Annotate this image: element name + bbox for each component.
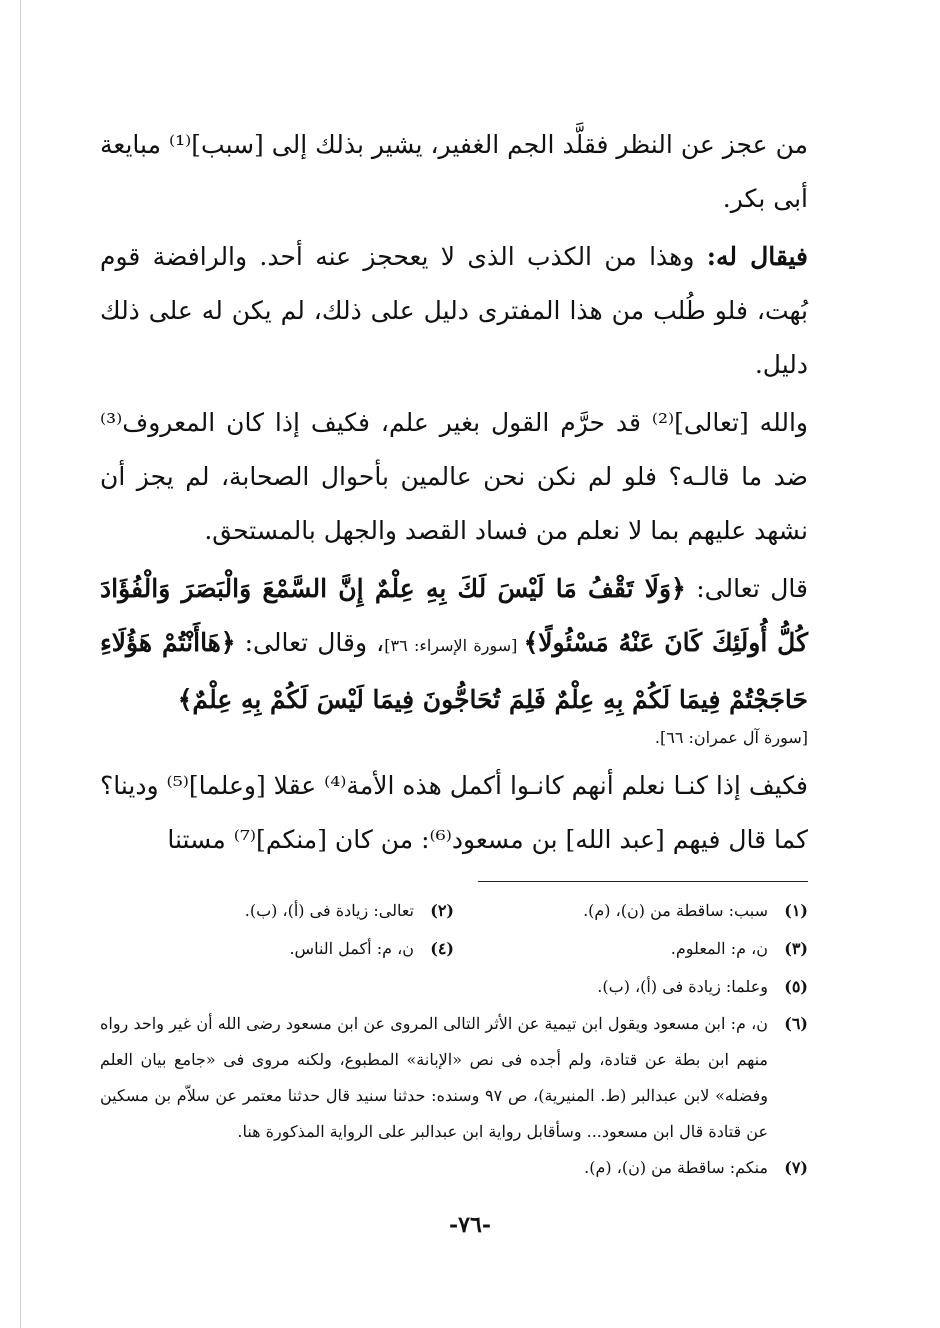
- paragraph-4-connector: ، وقال تعالى:: [235, 628, 385, 657]
- quran-verse-1: ﴿وَلَا تَقْفُ مَا لَيْسَ لَكَ بِهِ عِلْمٌ إِنَّ السَّمْعَ وَالْبَصَرَ وَالْفُؤَادَ كُلُّ أُولَئِكَ كَانَ عَنْهُ مَسْئُولًا﴾: [100, 574, 808, 657]
- page-number: -٧٦-: [449, 1212, 491, 1238]
- footnote-number: (٦): [784, 1014, 808, 1033]
- footnote-text: منكم: ساقطة من (ن)، (م).: [584, 1158, 768, 1177]
- footnote-row: [100, 968, 808, 1006]
- paragraph-5: [100, 759, 808, 867]
- footnote-4: [100, 930, 454, 968]
- paragraph-3: [100, 396, 808, 558]
- footnote-text: وعلما: زيادة فى (أ)، (ب).: [597, 977, 768, 996]
- footnote-number: (١): [784, 901, 808, 920]
- footnote-text: ن، م: المعلوم.: [670, 939, 768, 958]
- paragraph-3-text: والله [تعالى]⁽²⁾ قد حرَّم القول بغير علم، فكيف إذا كان المعروف⁽³⁾ ضد ما قالـه؟ فلو لم نكن نحن عالمين بأحوال الصحابة، لم يجز أن نشهد عليهم بما لا نعلم من فساد القصد والجهل بالمستحق.: [100, 408, 809, 545]
- paragraph-2-text: وهذا من الكذب الذى لا يعحجز عنه أحد. والرافضة قوم بُهت، فلو طُلب من هذا المفترى دليل على ذلك، لم يكن له على ذلك دليل.: [100, 242, 808, 379]
- paragraph-4-intro: قال تعالى:: [685, 574, 809, 603]
- footnote-7: [100, 1150, 808, 1186]
- footnote-text: تعالى: زيادة فى (أ)، (ب).: [244, 901, 414, 920]
- footnote-3: [454, 930, 808, 968]
- footnote-number: (٣): [784, 939, 808, 958]
- footnote-row: [100, 892, 808, 930]
- footnote-number: (٤): [430, 939, 454, 958]
- footnote-6: [100, 1006, 808, 1150]
- footnote-5: [454, 968, 808, 1006]
- footnote-number: (٥): [784, 977, 808, 996]
- book-page: [100, 118, 808, 1186]
- footnote-row: [100, 930, 808, 968]
- footnote-1: [454, 892, 808, 930]
- footnote-number: (٧): [784, 1158, 808, 1177]
- paragraph-1-text: من عجز عن النظر فقلَّد الجم الغفير، يشير بذلك إلى [سبب]⁽¹⁾ مبايعة أبى بكر.: [100, 130, 808, 213]
- surah-reference-2: [سورة آل عمران: ٦٦].: [654, 728, 808, 747]
- paragraph-1: [100, 118, 808, 226]
- paragraph-2-lead: فيقال له:: [706, 242, 808, 271]
- paragraph-2: [100, 230, 808, 392]
- footnote-text: ن، م: ابن مسعود ويقول ابن تيمية عن الأثر التالى المروى عن ابن مسعود رضى الله أن غير واحد رواه منهم ابن بطة عن قتادة، ولم أجده فى نص «الإبانة» المطبوع، ولكنه مروى فى «جامع بيان العلم وفضله» لابن عبدالبر (ط. المنيرية)، ص ٩٧ وسنده: حدثنا سنيد قال حدثنا معتمر عن سلاّم بن مسكين عن قتادة قال ابن مسعود... وسأقابل رواية ابن عبدالبر على الرواية المذكورة هنا.: [100, 1014, 768, 1141]
- footnote-divider: [478, 881, 808, 882]
- quran-verse-2: ﴿هَاأَنْتُمْ هَؤُلَاءِ حَاجَجْتُمْ فِيمَا لَكُمْ بِهِ عِلْمٌ فَلِمَ تُحَاجُّونَ فِيمَا لَيْسَ لَكُمْ بِهِ عِلْمٌ﴾: [100, 628, 808, 714]
- footnote-2: [100, 892, 454, 930]
- paragraph-5-text: فكيف إذا كنـا نعلم أنهم كانـوا أكمل هذه الأمة⁽⁴⁾ عقلا [وعلما]⁽⁵⁾ ودينا؟ كما قال فيهم [عبد الله] بن مسعود⁽⁶⁾: من كان [منكم]⁽⁷⁾ مستنا: [100, 771, 809, 854]
- paragraph-4: [100, 562, 808, 727]
- footnote-text: ن، م: أكمل الناس.: [289, 939, 414, 958]
- footnote-number: (٢): [430, 901, 454, 920]
- footnotes-short: [100, 892, 808, 1006]
- surah-reference-1: [سورة الإسراء: ٣٦]: [384, 636, 524, 655]
- footnote-text: سبب: ساقطة من (ن)، (م).: [583, 901, 768, 920]
- page-edge-line: [20, 0, 21, 1328]
